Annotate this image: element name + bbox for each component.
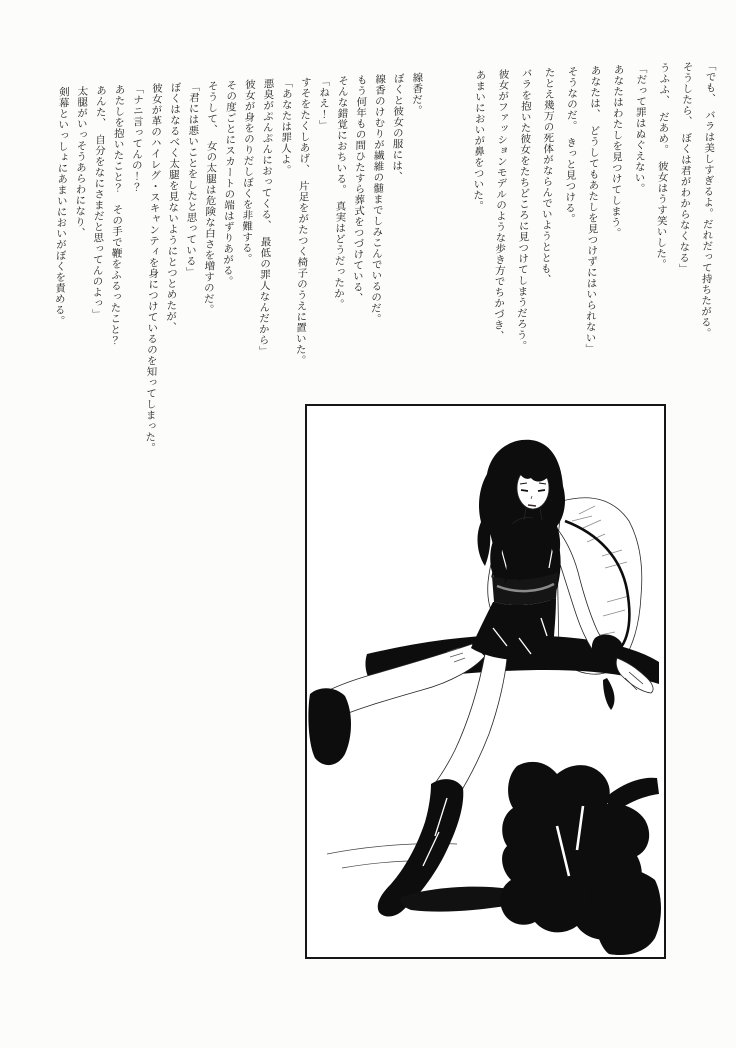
text-column: ぼくと彼女の服には、 — [390, 72, 406, 183]
ankle-boot — [308, 688, 351, 765]
text-column: そんな錯覚におちいる。 真実はどうだったか。 — [332, 74, 350, 310]
text-column: もう何年もの間ひたすら葬式をつづけている、 — [351, 74, 368, 304]
text-column: 「ねえ！」 — [317, 75, 331, 131]
text-column: あまいにおいが鼻をついた。 — [472, 69, 487, 212]
text-column: その度ごとにスカートの端はずりあがる。 — [221, 79, 238, 288]
ink-drip — [603, 678, 614, 710]
text-column: あたしを抱いたこと？ その手で鞭をふるったこと？ — [108, 83, 126, 346]
text-column: 太腿がいっそうあらわになり、 — [73, 85, 89, 239]
text-column: 彼女が身をのりだしぼくを非難する。 — [240, 78, 257, 265]
text-column: そうなのだ。 きっと見つける。 — [563, 65, 579, 225]
leather-skirt — [471, 598, 556, 660]
text-column: あなたはわたしを見つけてしまう。 — [609, 63, 625, 239]
text-column: 「だって罪はぬぐえない。 — [633, 62, 648, 195]
text-column: すそをたくしあげ、 片足をがたつく椅子のうえに置いた。 — [294, 76, 313, 366]
earring — [550, 499, 553, 502]
text-column: 「でも、 バラは美しすぎるよ。だれだって持ちたがる。 — [699, 60, 717, 339]
text-column: あなたは、 どうしてもあたしを見つけずにはいられない」 — [584, 64, 602, 355]
text-column: あんた、 自分をなにさまだと思ってんのよっ」 — [90, 84, 108, 320]
manga-illustration — [307, 406, 664, 957]
text-column: 「ナニ言ってんの！？ — [130, 83, 145, 193]
text-column: バラを抱いた彼女をたちどころに見つけてしまうだろう。 — [515, 67, 533, 352]
text-column: そうして、 女の太腿は危険な白さを増すのだ。 — [202, 80, 219, 316]
text-column: 彼女がファッションモデルのような歩き方でちかづき、 — [492, 68, 510, 342]
ink-bottom-blob — [591, 868, 661, 955]
text-column: 「君には悪いことをしたと思っている」 — [184, 80, 201, 278]
text-column: たとえ幾万の死体がならんでいようととも、 — [539, 66, 556, 286]
text-column: 線香だ。 — [410, 71, 424, 117]
text-column: 彼女が革のハイレグ・スキャンティを身につけているのを知ってしまった。 — [144, 82, 164, 454]
illustration-frame — [305, 404, 666, 959]
text-column: 剣幕といっしょにあまいにおいがぼくを責める。 — [53, 86, 71, 327]
text-column: 悪臭がぷんぷんにおってくる、 最低の罪人なんだから」 — [257, 77, 275, 357]
text-column: 「あなたは罪人よ。 — [279, 77, 294, 176]
text-column: 線香のけむりが繊維の髄までしみこんでいるのだ。 — [369, 73, 387, 325]
text-column: ぼくはなるべく太腿を見ないようにとつとめたが、 — [164, 81, 182, 333]
text-column: そうしたら、 ぼくは君がわからなくなる」 — [677, 61, 694, 275]
text-column: うふふ、 だあめ。 彼女はうす笑いした。 — [654, 62, 671, 270]
